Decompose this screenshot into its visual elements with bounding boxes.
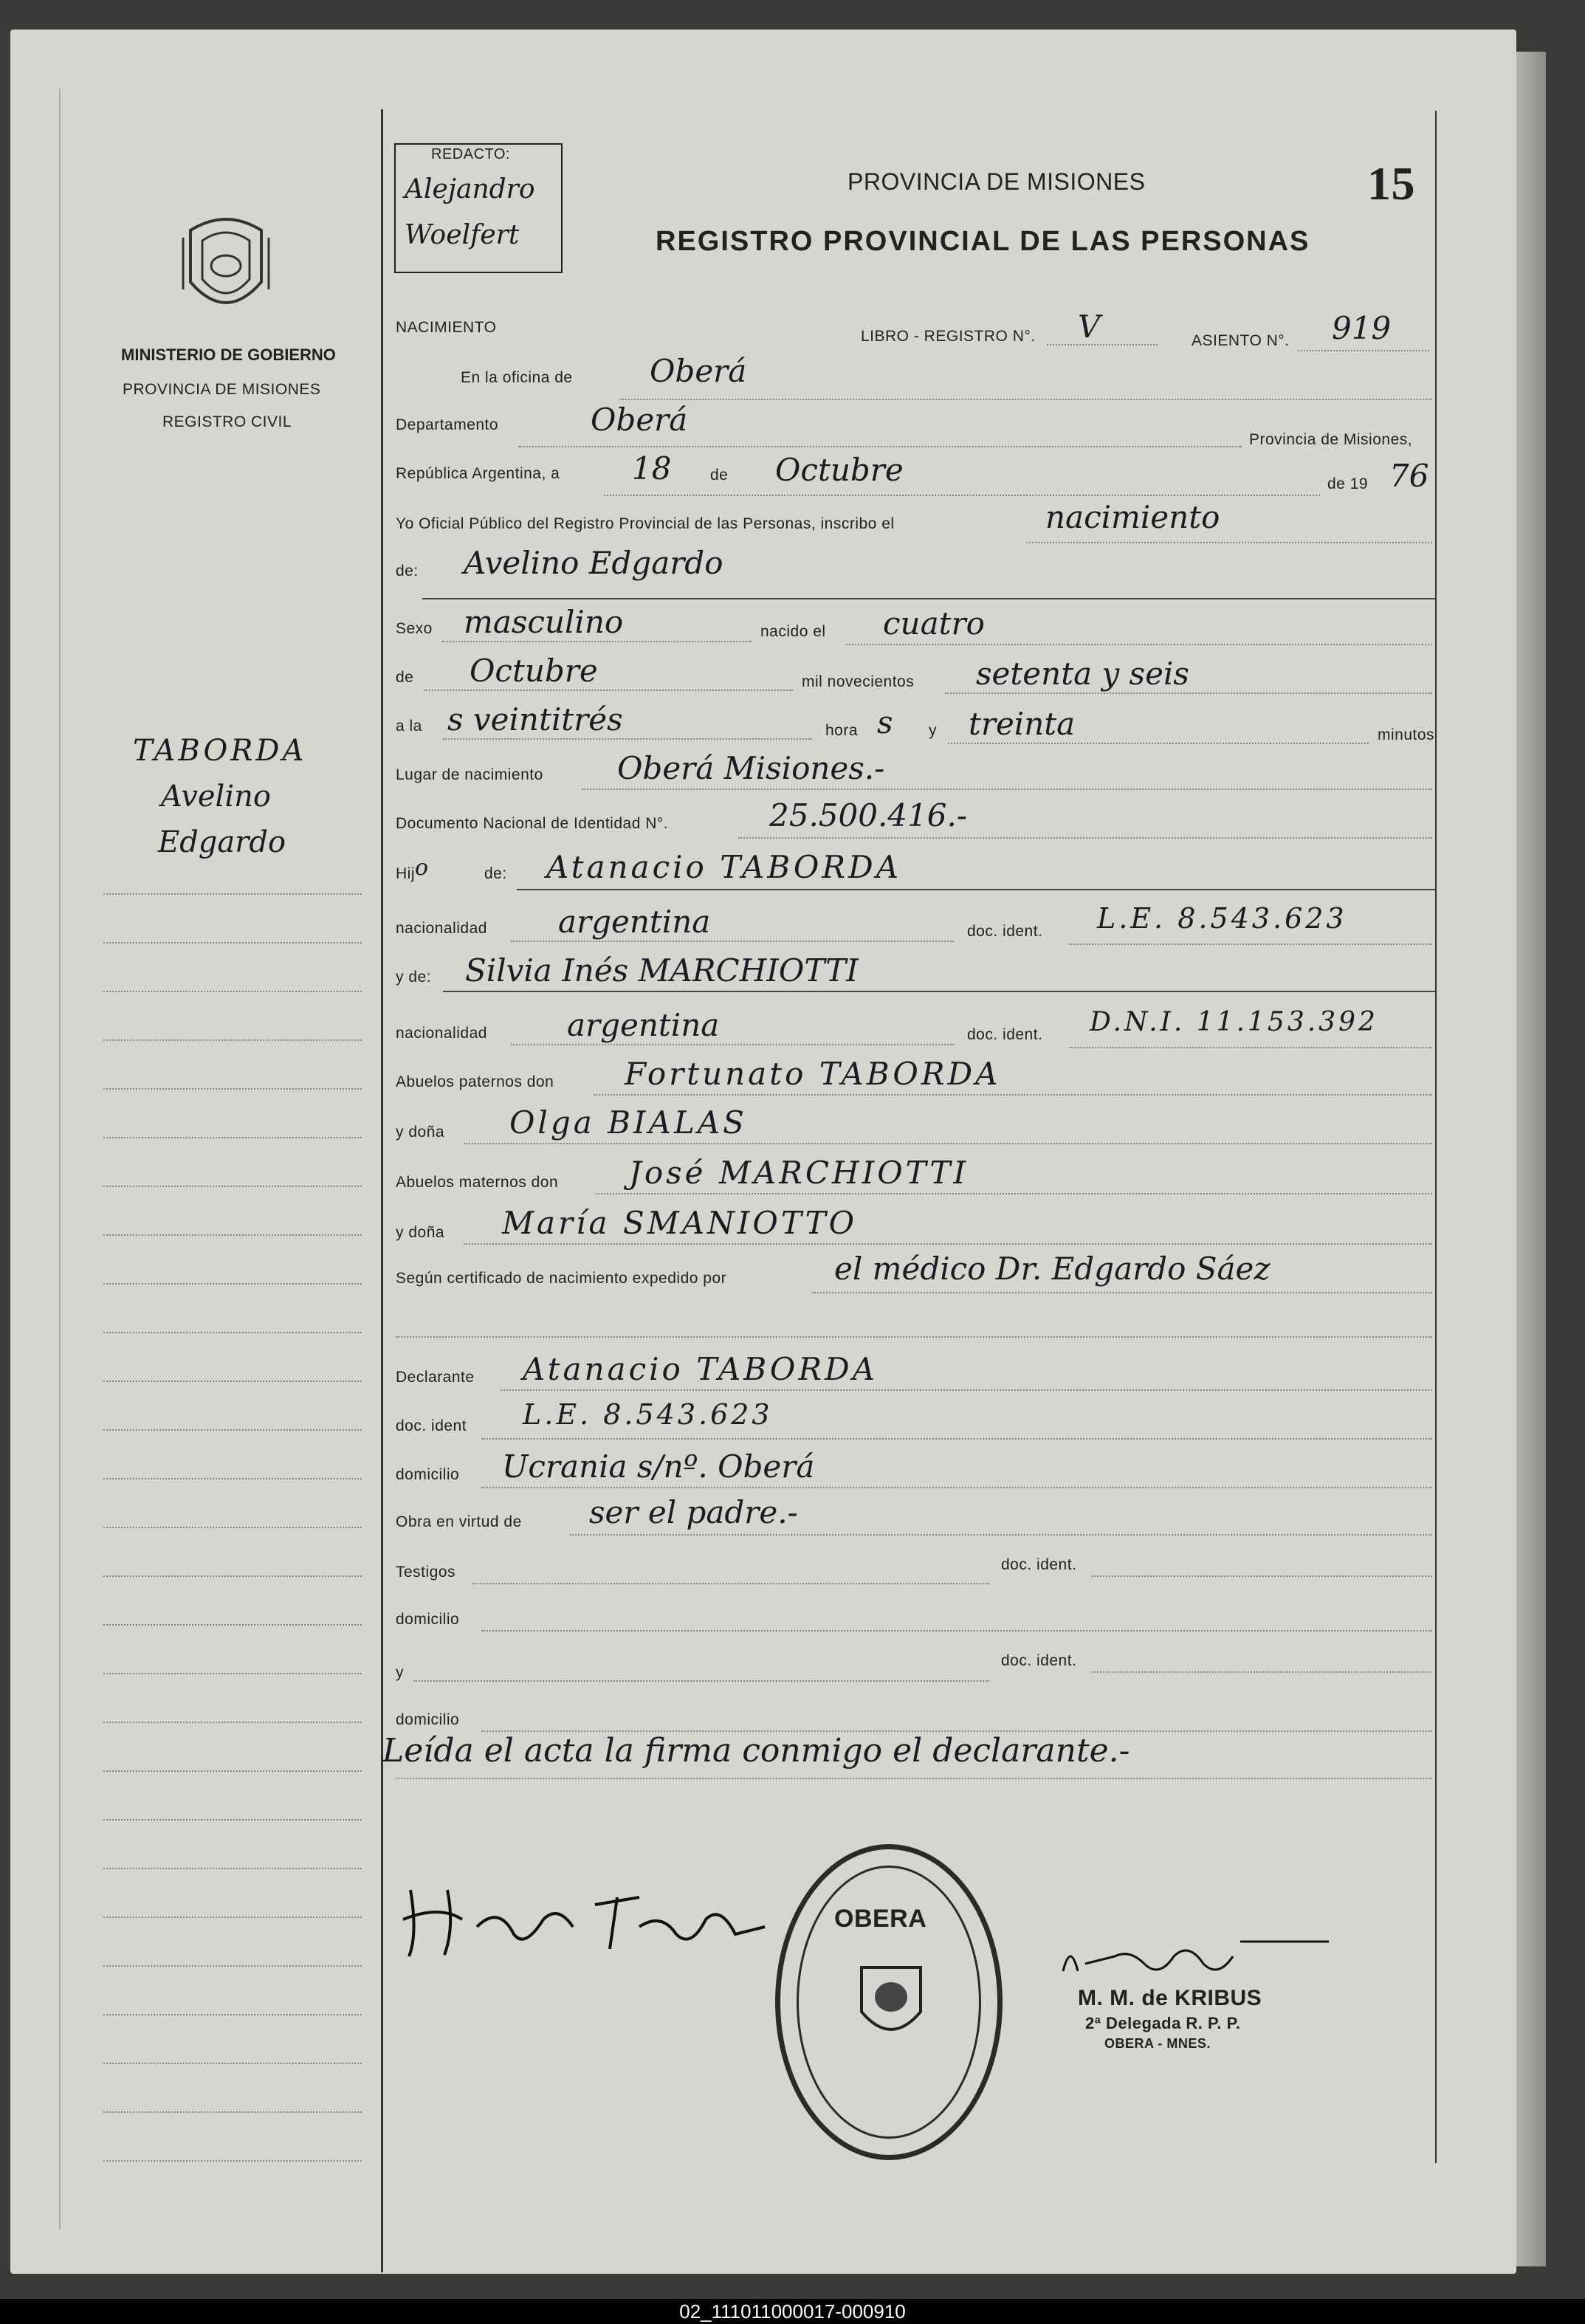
de-label-1: de bbox=[710, 467, 729, 484]
doc-ident-2-value: D.N.I. 11.153.392 bbox=[1090, 1007, 1378, 1037]
margin-rule-line bbox=[103, 1527, 362, 1528]
documento-label: Documento Nacional de Identidad N°. bbox=[396, 815, 669, 832]
hora-label: hora bbox=[825, 722, 859, 739]
margin-rule-line bbox=[103, 2014, 362, 2015]
oficina-value: Oberá bbox=[650, 353, 747, 389]
redacto-name-line2: Woelfert bbox=[405, 220, 520, 250]
margin-rule-line bbox=[103, 1673, 362, 1674]
margin-rule-line bbox=[103, 893, 362, 895]
departamento-label: Departamento bbox=[396, 416, 499, 433]
testigos-label: Testigos bbox=[396, 1564, 456, 1581]
header-title: REGISTRO PROVINCIAL DE LAS PERSONAS bbox=[656, 226, 1310, 257]
nacido-label: nacido el bbox=[760, 623, 826, 640]
margin-middle-name: Edgardo bbox=[158, 825, 286, 859]
coat-of-arms-icon bbox=[176, 208, 276, 323]
provincia-label: Provincia de Misiones, bbox=[1249, 431, 1413, 448]
child-name-value: Avelino Edgardo bbox=[464, 545, 723, 581]
doc-ident-value: L.E. 8.543.623 bbox=[523, 1398, 773, 1431]
departamento-value: Oberá bbox=[591, 402, 688, 438]
obra-label: Obra en virtud de bbox=[396, 1513, 522, 1530]
oficina-label: En la oficina de bbox=[461, 369, 573, 386]
hora-value: s bbox=[877, 704, 893, 740]
left-fold-line bbox=[59, 89, 61, 2230]
margin-rule-line bbox=[103, 1332, 362, 1333]
alas-label: a la bbox=[396, 718, 422, 735]
page-number: 15 bbox=[1367, 157, 1415, 210]
nacionalidad-1-value: argentina bbox=[558, 904, 711, 940]
de2-label: de: bbox=[396, 563, 419, 580]
redacto-name-line1: Alejandro bbox=[405, 174, 535, 204]
margin-rule-line bbox=[103, 2111, 362, 2113]
margin-rule-line bbox=[103, 1770, 362, 1772]
ministry-heading: MINISTERIO DE GOBIERNO bbox=[121, 345, 336, 364]
segun-value: el médico Dr. Edgardo Sáez bbox=[834, 1251, 1271, 1287]
testigos-y-label: y bbox=[396, 1664, 404, 1681]
margin-rule-line bbox=[103, 1186, 362, 1187]
birth-month-value: Octubre bbox=[470, 653, 598, 689]
hijo-label: Hij bbox=[396, 865, 415, 882]
abuelos-maternos-value: José MARCHIOTTI bbox=[629, 1155, 969, 1191]
margin-rule-line bbox=[103, 991, 362, 992]
margin-rule-line bbox=[103, 1039, 362, 1041]
redacto-label: REDACTO: bbox=[431, 146, 510, 162]
yo-oficial-value: nacimiento bbox=[1045, 499, 1220, 535]
testigos-doc-ident-1-label: doc. ident. bbox=[1001, 1556, 1077, 1573]
testigos-domicilio-1-label: domicilio bbox=[396, 1611, 460, 1628]
official-signature bbox=[1056, 1927, 1336, 1986]
sexo-label: Sexo bbox=[396, 620, 433, 637]
month-value: Octubre bbox=[775, 452, 904, 488]
margin-rule-line bbox=[103, 1575, 362, 1577]
right-border bbox=[1435, 111, 1437, 2163]
y-label: y bbox=[929, 722, 937, 739]
minutos-label: minutos bbox=[1378, 726, 1435, 743]
day-value: 18 bbox=[632, 450, 672, 487]
father-name-value: Atanacio TABORDA bbox=[546, 849, 901, 885]
margin-rule-line bbox=[103, 2160, 362, 2162]
asiento-value: 919 bbox=[1332, 310, 1392, 346]
seal-emblem-icon bbox=[854, 1960, 928, 2049]
margin-rule-line bbox=[103, 1088, 362, 1090]
province-heading: PROVINCIA DE MISIONES bbox=[123, 381, 321, 398]
abuelos-maternos-label: Abuelos maternos don bbox=[396, 1174, 559, 1191]
margin-rule-line bbox=[103, 1965, 362, 1967]
mil-label: mil novecientos bbox=[802, 673, 915, 690]
margin-rule-line bbox=[103, 1868, 362, 1869]
hijo-de-label: de: bbox=[484, 865, 507, 882]
margin-separator bbox=[381, 109, 383, 2272]
obra-value: ser el padre.- bbox=[589, 1494, 798, 1530]
doc-ident-label: doc. ident bbox=[396, 1417, 467, 1434]
libro-label: LIBRO - REGISTRO N°. bbox=[861, 328, 1036, 345]
page-stack-edge bbox=[1516, 52, 1546, 2266]
margin-rule-line bbox=[103, 1624, 362, 1626]
margin-rule-line bbox=[103, 1916, 362, 1918]
segun-label: Según certificado de nacimiento expedido por bbox=[396, 1270, 727, 1287]
mil-value: setenta y seis bbox=[976, 656, 1189, 692]
dona-1-label: y doña bbox=[396, 1124, 445, 1141]
libro-value: V bbox=[1078, 309, 1101, 345]
margin-rule-line bbox=[103, 1819, 362, 1821]
official-seal bbox=[775, 1844, 1003, 2160]
margin-rule-line bbox=[103, 1381, 362, 1382]
nacionalidad-2-label: nacionalidad bbox=[396, 1025, 487, 1042]
domicilio-value: Ucrania s/nº. Oberá bbox=[502, 1448, 815, 1485]
official-name-stamp: M. M. de KRIBUS bbox=[1078, 1986, 1262, 2010]
dona-2-label: y doña bbox=[396, 1224, 445, 1241]
margin-rule-line bbox=[103, 1722, 362, 1723]
margin-rule-line bbox=[103, 2063, 362, 2064]
margin-surname: TABORDA bbox=[133, 734, 307, 768]
official-location-stamp: OBERA - MNES. bbox=[1104, 2036, 1211, 2051]
yo-oficial-label: Yo Oficial Público del Registro Provincial de las Personas, inscribo el bbox=[396, 515, 895, 532]
domicilio-label: domicilio bbox=[396, 1466, 460, 1483]
declarante-value: Atanacio TABORDA bbox=[523, 1351, 878, 1387]
hijo-suffix: o bbox=[415, 855, 429, 881]
declarant-signature bbox=[396, 1875, 780, 1964]
abuelos-paternos-value: Fortunato TABORDA bbox=[625, 1056, 1001, 1092]
seal-center-text: OBERA bbox=[834, 1905, 927, 1933]
file-id-footer: 02_111011000017-000910 bbox=[0, 2299, 1585, 2324]
doc-ident-1-value: L.E. 8.543.623 bbox=[1097, 902, 1347, 935]
alas-value: s veintitrés bbox=[447, 701, 623, 738]
closing-statement: Leída el acta la firma conmigo el declarante.- bbox=[382, 1732, 1130, 1770]
sexo-value: masculino bbox=[464, 604, 624, 640]
margin-rule-line bbox=[103, 1429, 362, 1431]
margin-rule-line bbox=[103, 1137, 362, 1138]
asiento-label: ASIENTO N°. bbox=[1192, 332, 1290, 349]
year-label: de 19 bbox=[1327, 475, 1369, 492]
declarante-label: Declarante bbox=[396, 1369, 475, 1386]
nacionalidad-1-label: nacionalidad bbox=[396, 920, 487, 937]
abuelos-paternos-label: Abuelos paternos don bbox=[396, 1073, 554, 1090]
official-role-stamp: 2ª Delegada R. P. P. bbox=[1085, 2014, 1241, 2032]
republica-label: República Argentina, a bbox=[396, 465, 560, 482]
margin-rule-line bbox=[103, 942, 362, 943]
margin-rule-line bbox=[103, 1283, 362, 1285]
testigos-domicilio-2-label: domicilio bbox=[396, 1711, 460, 1728]
testigos-doc-ident-2-label: doc. ident. bbox=[1001, 1652, 1077, 1669]
doc-ident-2-label: doc. ident. bbox=[967, 1026, 1043, 1043]
dona-1-value: Olga BIALAS bbox=[509, 1104, 747, 1141]
lugar-value: Oberá Misiones.- bbox=[617, 750, 885, 786]
doc-ident-1-label: doc. ident. bbox=[967, 923, 1043, 940]
margin-rule-line bbox=[103, 1478, 362, 1479]
nacimiento-label: NACIMIENTO bbox=[396, 319, 497, 336]
nacionalidad-2-value: argentina bbox=[567, 1007, 720, 1043]
header-province: PROVINCIA DE MISIONES bbox=[847, 168, 1146, 195]
margin-rule-line bbox=[103, 1234, 362, 1236]
margin-first-name: Avelino bbox=[161, 780, 271, 814]
mother-name-value: Silvia Inés MARCHIOTTI bbox=[465, 952, 859, 989]
de3-label: de bbox=[396, 669, 414, 686]
documento-value: 25.500.416.- bbox=[769, 797, 968, 833]
nacido-value: cuatro bbox=[883, 605, 985, 642]
year-value: 76 bbox=[1389, 458, 1429, 494]
registry-heading: REGISTRO CIVIL bbox=[162, 413, 292, 430]
minutes-value: treinta bbox=[969, 706, 1076, 742]
y-de-label: y de: bbox=[396, 969, 432, 986]
lugar-label: Lugar de nacimiento bbox=[396, 766, 543, 783]
dona-2-value: María SMANIOTTO bbox=[502, 1205, 858, 1241]
